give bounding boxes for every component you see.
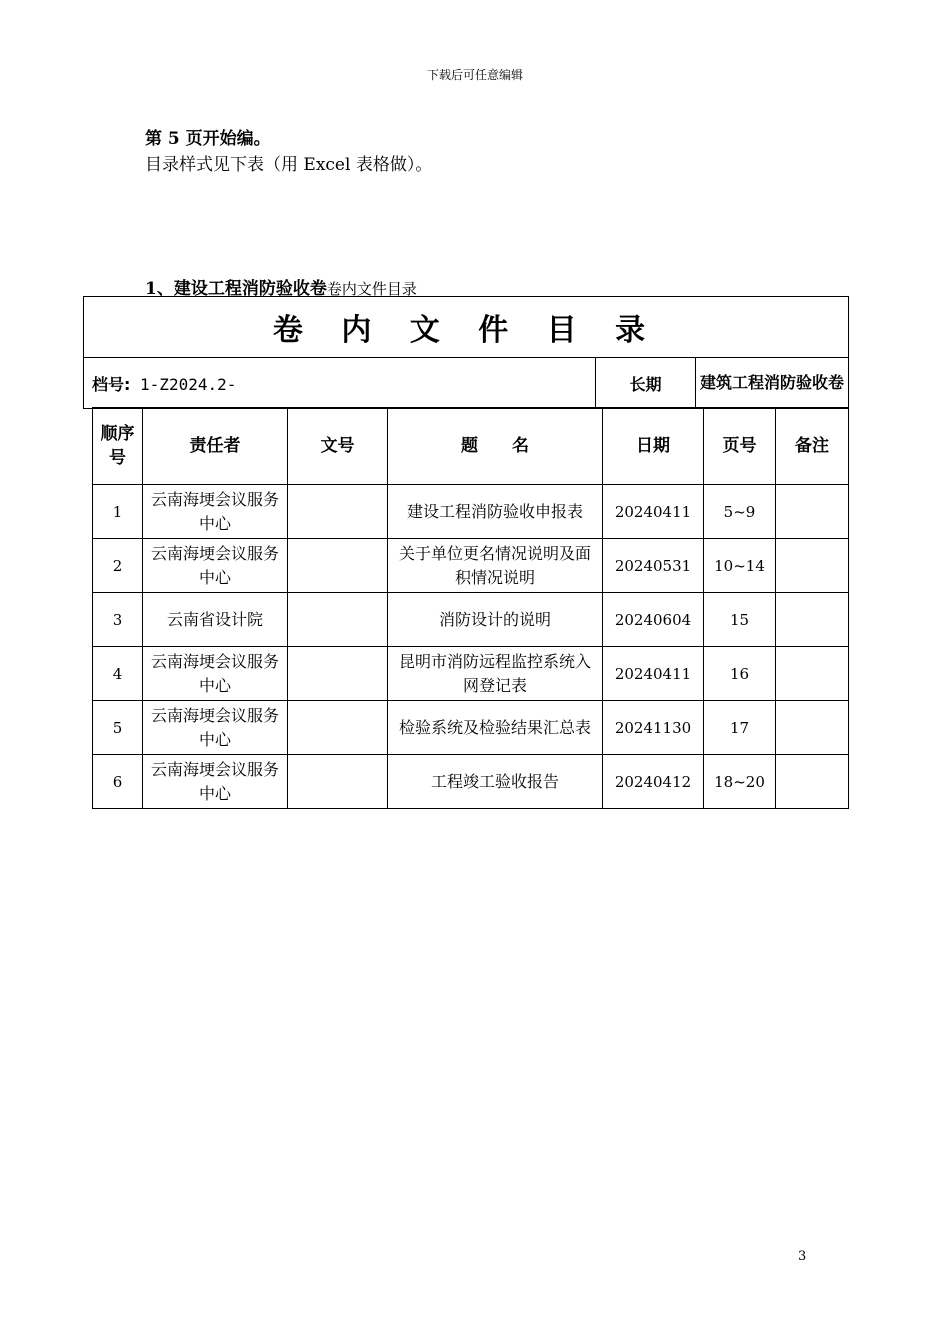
row-note [776,593,849,647]
table-row [93,539,849,593]
table-row [93,755,849,809]
intro-line-2: 目录样式见下表（用 Excel 表格做）。 [145,155,433,175]
row-date: 20240604 [603,593,704,647]
row-date: 20241130 [603,701,704,755]
col-date: 日期 [603,408,704,485]
table-row [93,593,849,647]
row-owner: 云南省设计院 [143,593,288,647]
row-note [776,755,849,809]
table-header-row [93,408,849,485]
row-owner: 云南海埂会议服务中心 [143,485,288,539]
col-pages: 页号 [704,408,776,485]
row-owner: 云南海埂会议服务中心 [143,539,288,593]
row-pages: 10~14 [704,539,776,593]
row-note [776,647,849,701]
row-title: 关于单位更名情况说明及面积情况说明 [388,539,603,593]
volume-name: 建筑工程消防验收卷 [696,358,849,409]
row-title: 消防设计的说明 [388,593,603,647]
retention-period: 长期 [596,358,696,409]
row-doc-no [288,755,388,809]
row-doc-no [288,485,388,539]
row-pages: 18~20 [704,755,776,809]
row-date: 20240411 [603,485,704,539]
row-owner: 云南海埂会议服务中心 [143,647,288,701]
file-number-label: 档号: [92,374,131,394]
section-title: 1、建设工程消防验收卷 [145,279,327,299]
row-date: 20240411 [603,647,704,701]
table-row [93,701,849,755]
intro-line-1: 第 5 页开始编。 [145,129,271,149]
row-doc-no [288,647,388,701]
row-date: 20240531 [603,539,704,593]
col-note: 备注 [776,408,849,485]
row-pages: 5~9 [704,485,776,539]
row-note [776,485,849,539]
page-number: 3 [798,1249,807,1264]
row-doc-no [288,701,388,755]
row-pages: 17 [704,701,776,755]
file-number [84,358,596,409]
row-doc-no [288,593,388,647]
row-title: 工程竣工验收报告 [388,755,603,809]
col-owner: 责任者 [143,408,288,485]
row-doc-no [288,539,388,593]
row-title: 检验系统及检验结果汇总表 [388,701,603,755]
row-seq: 5 [93,701,143,755]
row-note [776,701,849,755]
col-doc-no: 文号 [288,408,388,485]
row-seq: 1 [93,485,143,539]
row-pages: 16 [704,647,776,701]
row-seq: 6 [93,755,143,809]
section-suffix: 卷内文件目录 [326,280,417,298]
catalog-list-table [92,407,849,809]
row-date: 20240412 [603,755,704,809]
row-seq: 2 [93,539,143,593]
file-number-value: 1-Z2024.2- [130,374,237,394]
row-seq: 4 [93,647,143,701]
row-title: 昆明市消防远程监控系统入网登记表 [388,647,603,701]
row-note [776,539,849,593]
row-title: 建设工程消防验收申报表 [388,485,603,539]
catalog-title: 卷 内 文 件 目 录 [84,297,849,358]
row-owner: 云南海埂会议服务中心 [143,701,288,755]
header-note: 下载后可任意编辑 [426,68,523,82]
row-pages: 15 [704,593,776,647]
row-seq: 3 [93,593,143,647]
col-title: 题 名 [388,408,603,485]
row-owner: 云南海埂会议服务中心 [143,755,288,809]
table-row [93,647,849,701]
catalog-header-table [83,296,849,409]
table-row [93,485,849,539]
col-seq: 顺序号 [93,408,143,485]
